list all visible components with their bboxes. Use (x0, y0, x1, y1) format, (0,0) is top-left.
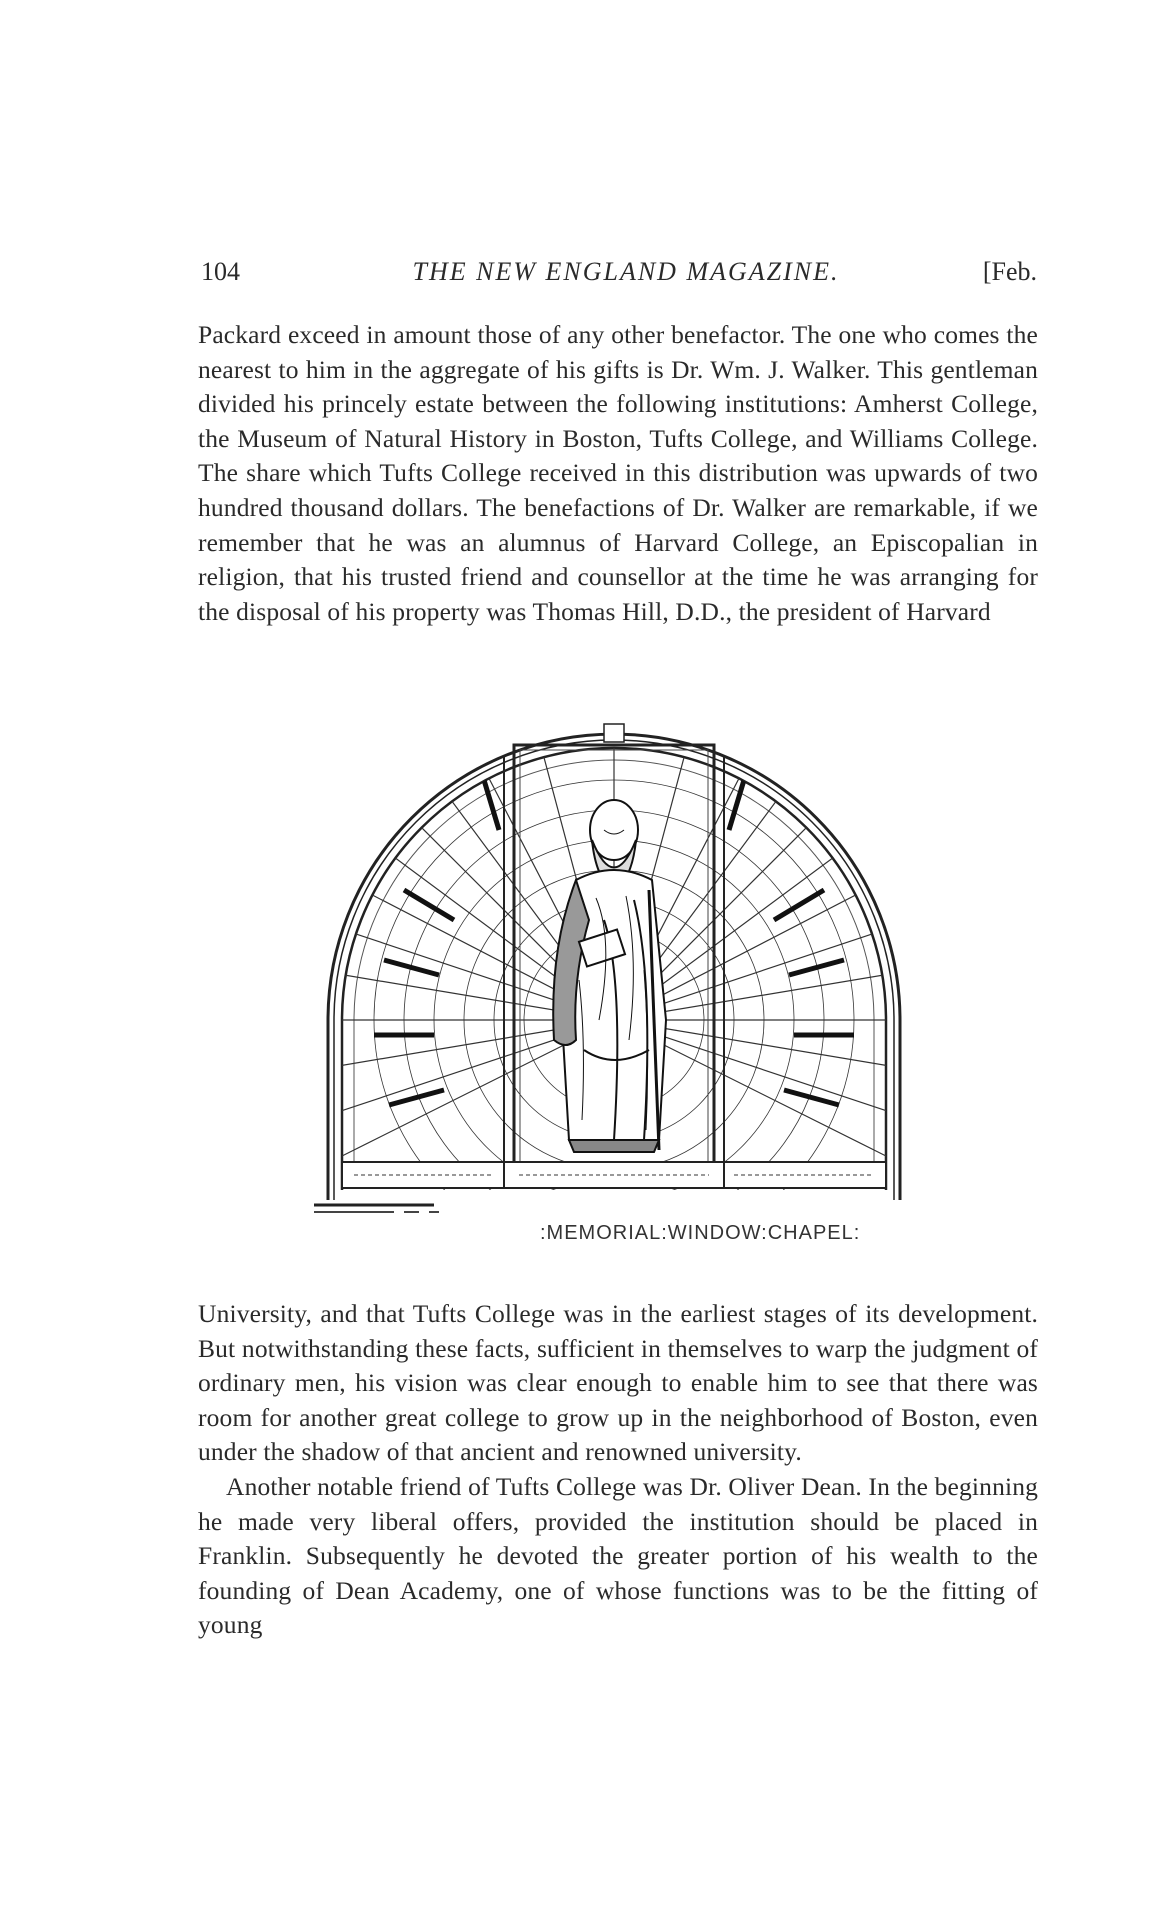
memorial-window-illustration-icon (314, 720, 914, 1255)
paragraph-3: Another notable friend of Tufts College was Dr. Oliver Dean. In the beginning he made very liberal offers, provided the institution should be placed in Franklin. Subsequently he devoted the greater portion of his wealth to the founding of Dean Academy, one of whose functions was to be the fitting of young (198, 1471, 1038, 1640)
memorial-window-figure (314, 720, 914, 1255)
running-header (201, 256, 1037, 288)
magazine-title: THE NEW ENGLAND MAGAZINE. (412, 257, 840, 286)
paragraph-2: University, and that Tufts College was in the earliest stages of its development. But notwithstanding these facts, sufficient in themselves to warp the judgment of ordinary men, his vision was clear enough to enable him to see that there was room for another great college to grow up in the neighborhood of Boston, even under the shadow of that ancient and renowned university. (198, 1299, 1038, 1467)
figure-caption: :MEMORIAL:WINDOW:CHAPEL: (540, 1222, 861, 1244)
page-number: 104 (201, 257, 240, 286)
text-block-top (198, 318, 1038, 629)
text-block-bottom (198, 1297, 1038, 1643)
paragraph-1: Packard exceed in amount those of any other benefactor. The one who comes the nearest to him in the aggregate of his gifts is Dr. Wm. J. Walker. This gentleman divided his princely estate between the following institutions: Amherst College, the Museum of Natural History in Boston, Tufts College, and Williams College. The share which Tufts College received in this distribution was upwards of two hundred thousand dollars. The benefactions of Dr. Walker are remarkable, if we remember that he was an alumnus of Harvard College, an Episcopalian in religion, that his trusted friend and counsellor at the time he was arranging for the disposal of his property was Thomas Hill, D.D., the president of Harvard (198, 320, 1038, 626)
issue-month: [Feb. (982, 257, 1037, 286)
